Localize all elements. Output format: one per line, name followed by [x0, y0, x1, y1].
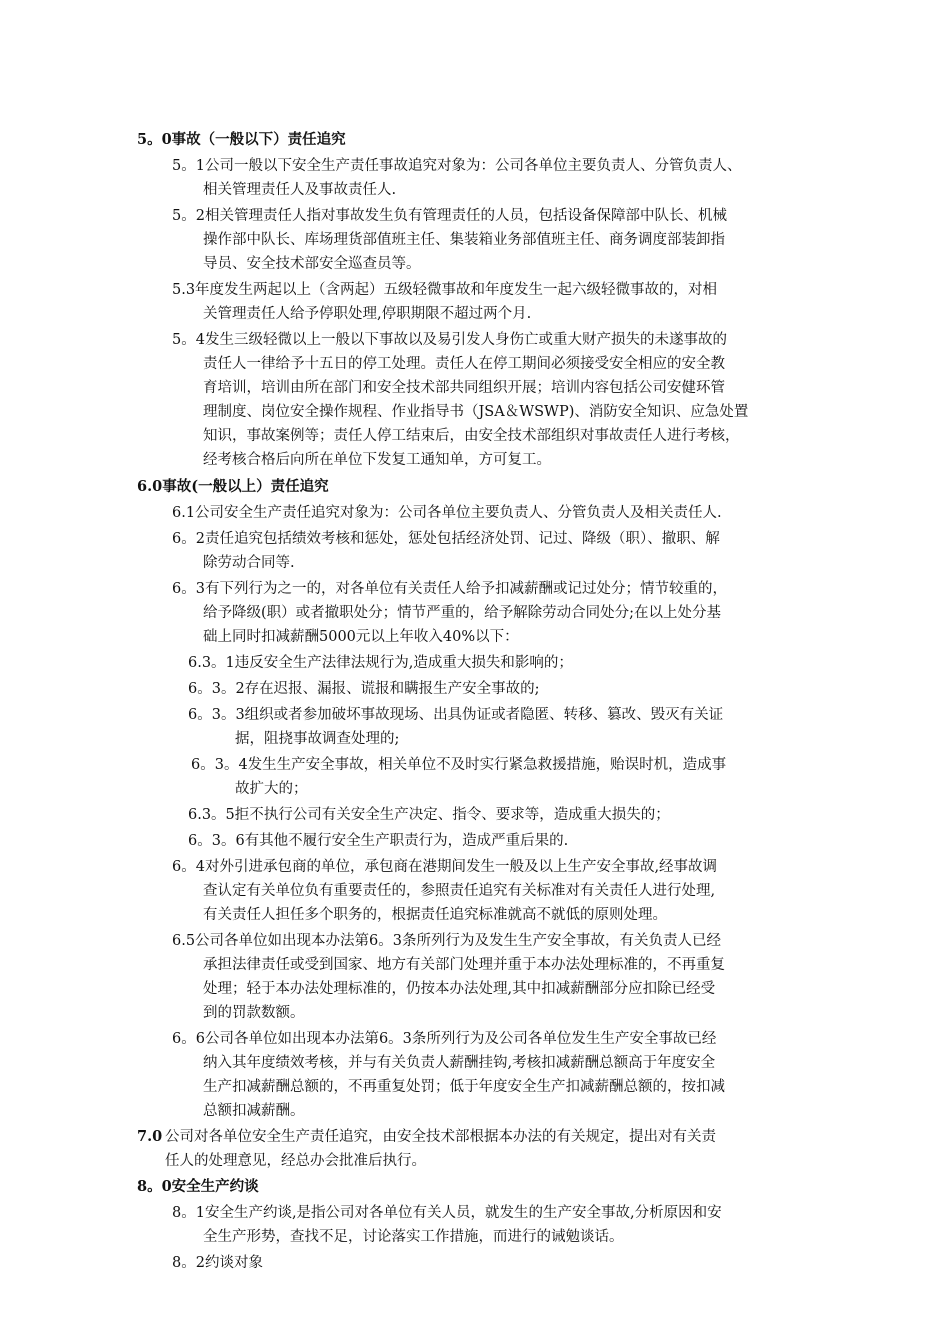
- text-line: 处理；轻于本办法处理标准的，仍按本办法处理,其中扣减薪酬部分应扣除已经受: [203, 981, 716, 997]
- section-heading: 8。0安全生产约谈: [137, 1178, 259, 1195]
- section-heading: 7.0: [137, 1128, 163, 1145]
- text-line: 承担法律责任或受到国家、地方有关部门处理并重于本办法处理标准的，不再重复: [203, 957, 725, 973]
- text-line: 纳入其年度绩效考核，并与有关负责人薪酬挂钩,考核扣减薪酬总额高于年度安全: [203, 1055, 716, 1071]
- text-line: 8。1安全生产约谈,是指公司对各单位有关人员，就发生的生产安全事故,分析原因和安: [172, 1205, 722, 1221]
- text-line: 生产扣减薪酬总额的，不再重复处罚；低于年度安全生产扣减薪酬总额的，按扣减: [203, 1079, 725, 1095]
- text-line: 6。3。3组织或者参加破坏事故现场、出具伪证或者隐匿、转移、篡改、毁灭有关证: [188, 707, 724, 723]
- text-line: 6。3。2存在迟报、漏报、谎报和瞒报生产安全事故的;: [188, 681, 540, 697]
- text-line: 理制度、岗位安全操作规程、作业指导书（JSA＆WSWP)、消防安全知识、应急处置: [203, 404, 749, 420]
- text-line: 6。6公司各单位如出现本办法第6。3条所列行为及公司各单位发生生产安全事故已经: [172, 1031, 717, 1047]
- text-line: 关管理责任人给予停职处理,停职期限不超过两个月.: [203, 306, 532, 322]
- text-line: 故扩大的；: [235, 781, 308, 797]
- text-line: 相关管理责任人及事故责任人.: [203, 182, 397, 198]
- text-line: 有关责任人担任多个职务的，根据责任追究标准就高不就低的原则处理。: [203, 907, 667, 923]
- text-line: 5.3年度发生两起以上（含两起）五级轻微事故和年度发生一起六级轻微事故的，对相: [172, 282, 718, 298]
- text-line: 6。2责任追究包括绩效考核和惩处，惩处包括经济处罚、记过、降级（职）、撤职、解: [172, 531, 720, 547]
- text-line: 据，阻挠事故调查处理的;: [235, 731, 400, 747]
- text-line: 6。4对外引进承包商的单位，承包商在港期间发生一般及以上生产安全事故,经事故调: [172, 859, 718, 875]
- text-line: 公司对各单位安全生产责任追究，由安全技术部根据本办法的有关规定，提出对有关责: [165, 1129, 716, 1145]
- text-line: 育培训，培训由所在部门和安全技术部共同组织开展；培训内容包括公司安健环管: [203, 380, 725, 396]
- text-line: 6。3有下列行为之一的，对各单位有关责任人给予扣减薪酬或记过处分；情节较重的，: [172, 581, 727, 597]
- text-line: 8。2约谈对象: [172, 1255, 263, 1271]
- text-line: 6.5公司各单位如出现本办法第6。3条所列行为及发生生产安全事故，有关负责人已经: [172, 933, 722, 949]
- section-heading: 5。0事故（一般以下）责任追究: [137, 131, 346, 148]
- text-line: 6.1公司安全生产责任追究对象为：公司各单位主要负责人、分管负责人及相关责任人.: [172, 505, 722, 521]
- text-line: 任人的处理意见，经总办会批准后执行。: [165, 1153, 426, 1169]
- text-line: 操作部中队长、库场理货部值班主任、集装箱业务部值班主任、商务调度部装卸指: [203, 232, 725, 248]
- text-line: 5。1公司一般以下安全生产责任事故追究对象为：公司各单位主要负责人、分管负责人、: [172, 158, 742, 174]
- text-line: 经考核合格后向所在单位下发复工通知单，方可复工。: [203, 452, 551, 468]
- text-line: 导员、安全技术部安全巡查员等。: [203, 256, 421, 272]
- text-line: 6。3。6有其他不履行安全生产职责行为，造成严重后果的.: [188, 833, 569, 849]
- text-line: 6.3。1违反安全生产法律法规行为,造成重大损失和影响的；: [188, 655, 573, 671]
- text-line: 础上同时扣减薪酬5000元以上年收入40%以下：: [203, 629, 519, 645]
- text-line: 5。4发生三级轻微以上一般以下事故以及易引发人身伤亡或重大财产损失的未遂事故的: [172, 332, 727, 348]
- text-line: 6。3。4发生生产安全事故，相关单位不及时实行紧急救援措施，贻误时机，造成事: [191, 757, 727, 773]
- text-line: 5。2相关管理责任人指对事故发生负有管理责任的人员，包括设备保障部中队长、机械: [172, 208, 727, 224]
- text-line: 知识，事故案例等；责任人停工结束后，由安全技术部组织对事故责任人进行考核，: [203, 428, 740, 444]
- text-line: 全生产形势，查找不足，讨论落实工作措施，而进行的诫勉谈话。: [203, 1229, 624, 1245]
- text-line: 查认定有关单位负有重要责任的，参照责任追究有关标准对有关责任人进行处理,: [203, 883, 716, 899]
- text-line: 给予降级(职）或者撤职处分；情节严重的，给予解除劳动合同处分;在以上处分基: [203, 605, 722, 621]
- text-line: 总额扣减薪酬。: [203, 1103, 305, 1119]
- text-line: 除劳动合同等.: [203, 555, 295, 571]
- section-heading: 6.0事故(一般以上）责任追究: [137, 478, 329, 495]
- text-line: 到的罚款数额。: [203, 1005, 305, 1021]
- text-line: 6.3。5拒不执行公司有关安全生产决定、指令、要求等，造成重大损失的；: [188, 807, 670, 823]
- text-line: 责任人一律给予十五日的停工处理。责任人在停工期间必须接受安全相应的安全教: [203, 356, 725, 372]
